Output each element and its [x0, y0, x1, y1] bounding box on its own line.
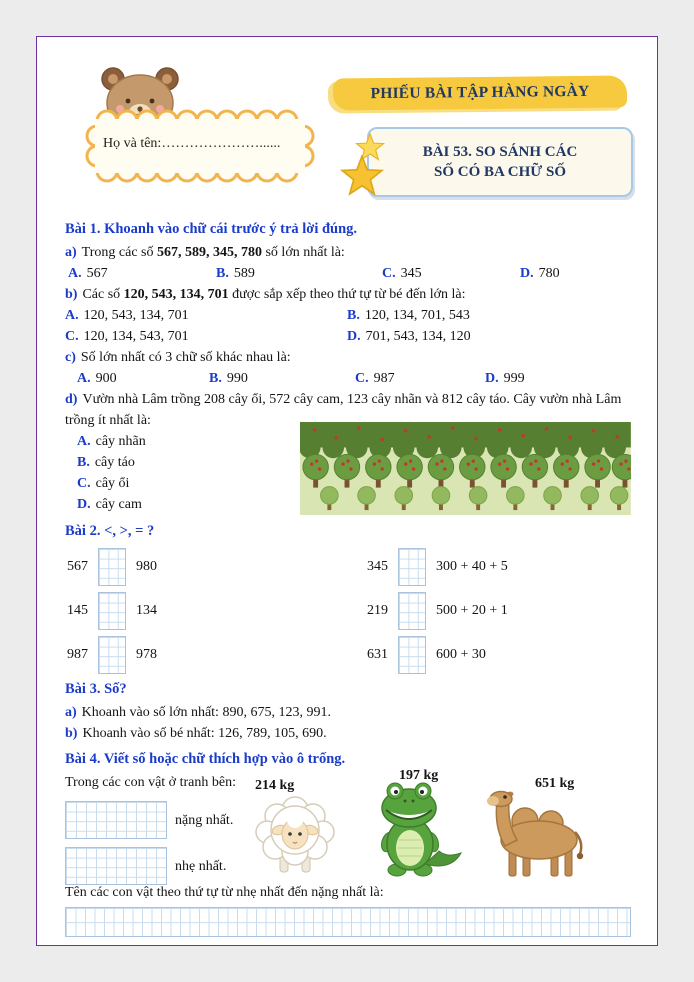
- answer-box-heaviest[interactable]: [65, 801, 167, 839]
- question-label: d): [65, 392, 78, 407]
- crocodile-image: [355, 782, 467, 878]
- sheep-weight-label: 214 kg: [255, 778, 295, 793]
- question-label: b): [65, 726, 78, 741]
- bai4-body: [65, 768, 631, 878]
- comparison-item: 219 500 + 20 + 1: [367, 592, 631, 630]
- bai1-a-options: [65, 263, 631, 284]
- answer-box[interactable]: [398, 548, 426, 586]
- bai1-question-c: c) Số lớn nhất có 3 chữ số khác nhau là:: [65, 350, 291, 365]
- bai2-comparisons: [65, 548, 631, 674]
- option-c[interactable]: C. 987: [355, 371, 395, 386]
- student-name-line: Họ và tên:…………………......: [103, 136, 281, 151]
- bai1-d-body: [65, 431, 631, 516]
- comparison-item: 987 978: [67, 636, 367, 674]
- worksheet-header: [37, 37, 657, 219]
- bai1-b-options: [65, 305, 631, 347]
- lesson-title-line2: SỐ CÓ BA CHỮ SỐ: [434, 164, 566, 180]
- bai2-heading: Bài 2. <, >, = ?: [65, 523, 155, 539]
- question-label: a): [65, 245, 77, 260]
- answer-box[interactable]: [98, 592, 126, 630]
- option-d[interactable]: D. 780: [520, 266, 560, 281]
- answer-box[interactable]: [98, 636, 126, 674]
- bai1-question-b: b) Các số 120, 543, 134, 701 được sắp xếp theo thứ tự từ bé đến lớn là:: [65, 287, 466, 302]
- answer-box[interactable]: [98, 548, 126, 586]
- question-label: b): [65, 287, 78, 302]
- bai3-line-b: b) Khoanh vào số bé nhất: 126, 789, 105, 690.: [65, 726, 327, 741]
- bai1-question-a: a) Trong các số 567, 589, 345, 780 số lớn nhất là:: [65, 245, 345, 260]
- option-a[interactable]: A. cây nhãn: [77, 434, 146, 449]
- option-b[interactable]: B. 120, 134, 701, 543: [347, 308, 470, 323]
- bai3-line-a: a) Khoanh vào số lớn nhất: 890, 675, 123, 991.: [65, 705, 331, 720]
- option-a[interactable]: A. 900: [77, 371, 117, 386]
- option-b[interactable]: B. 990: [209, 371, 248, 386]
- bai1-question-d: d) Vườn nhà Lâm trồng 208 cây ổi, 572 cây cam, 123 cây nhãn và 812 cây táo. Cây vườn nhà Lâm trồng ít nhất là:: [65, 392, 622, 428]
- worksheet-page: [36, 36, 658, 946]
- option-c[interactable]: C. 120, 134, 543, 701: [65, 329, 189, 344]
- lesson-title-line1: BÀI 53. SO SÁNH CÁC: [422, 143, 578, 160]
- heaviest-label: nặng nhất.: [175, 812, 234, 828]
- bai1-heading: Bài 1. Khoanh vào chữ cái trước ý trả lời đúng.: [65, 221, 358, 237]
- bai1-d-options: [65, 431, 300, 516]
- option-d[interactable]: D. 999: [485, 371, 525, 386]
- star-icon: [340, 155, 384, 199]
- camel-image: [463, 788, 595, 882]
- orchard-image: [300, 421, 631, 516]
- comparison-item: 345 300 + 40 + 5: [367, 548, 631, 586]
- bai1-c-options: [65, 368, 631, 389]
- option-b[interactable]: B. 589: [216, 266, 255, 281]
- sheet-title-banner: [333, 75, 627, 110]
- bai4-intro: Trong các con vật ở tranh bên:: [65, 775, 236, 790]
- answer-box[interactable]: [398, 636, 426, 674]
- answer-box-lightest[interactable]: [65, 847, 167, 885]
- comparison-item: 631 600 + 30: [367, 636, 631, 674]
- question-label: a): [65, 705, 77, 720]
- comparison-item: 145 134: [67, 592, 367, 630]
- bai4-order-text: Tên các con vật theo thứ tự từ nhẹ nhất đến nặng nhất là:: [65, 885, 384, 900]
- question-label: c): [65, 350, 76, 365]
- bai3-heading: Bài 3. Số?: [65, 681, 127, 697]
- option-a[interactable]: A. 567: [68, 266, 108, 281]
- option-d[interactable]: D. 701, 543, 134, 120: [347, 329, 471, 344]
- camel-weight-label: 651 kg: [535, 776, 575, 791]
- sheep-image: [247, 794, 343, 878]
- option-c[interactable]: C. cây ổi: [77, 476, 130, 491]
- crocodile-weight-label: 197 kg: [399, 768, 439, 783]
- comparison-item: 567 980: [67, 548, 367, 586]
- answer-box[interactable]: [398, 592, 426, 630]
- option-c[interactable]: C. 345: [382, 266, 422, 281]
- name-field[interactable]: [85, 109, 315, 183]
- option-a[interactable]: A. 120, 543, 134, 701: [65, 308, 189, 323]
- lesson-title-box: [367, 127, 633, 197]
- option-b[interactable]: B. cây táo: [77, 455, 135, 470]
- option-d[interactable]: D. cây cam: [77, 497, 142, 512]
- lightest-label: nhẹ nhất.: [175, 858, 227, 874]
- bai4-heading: Bài 4. Viết số hoặc chữ thích hợp vào ô trống.: [65, 751, 346, 767]
- answer-box-order[interactable]: [65, 907, 631, 937]
- sheet-title: PHIẾU BÀI TẬP HÀNG NGÀY: [370, 82, 590, 103]
